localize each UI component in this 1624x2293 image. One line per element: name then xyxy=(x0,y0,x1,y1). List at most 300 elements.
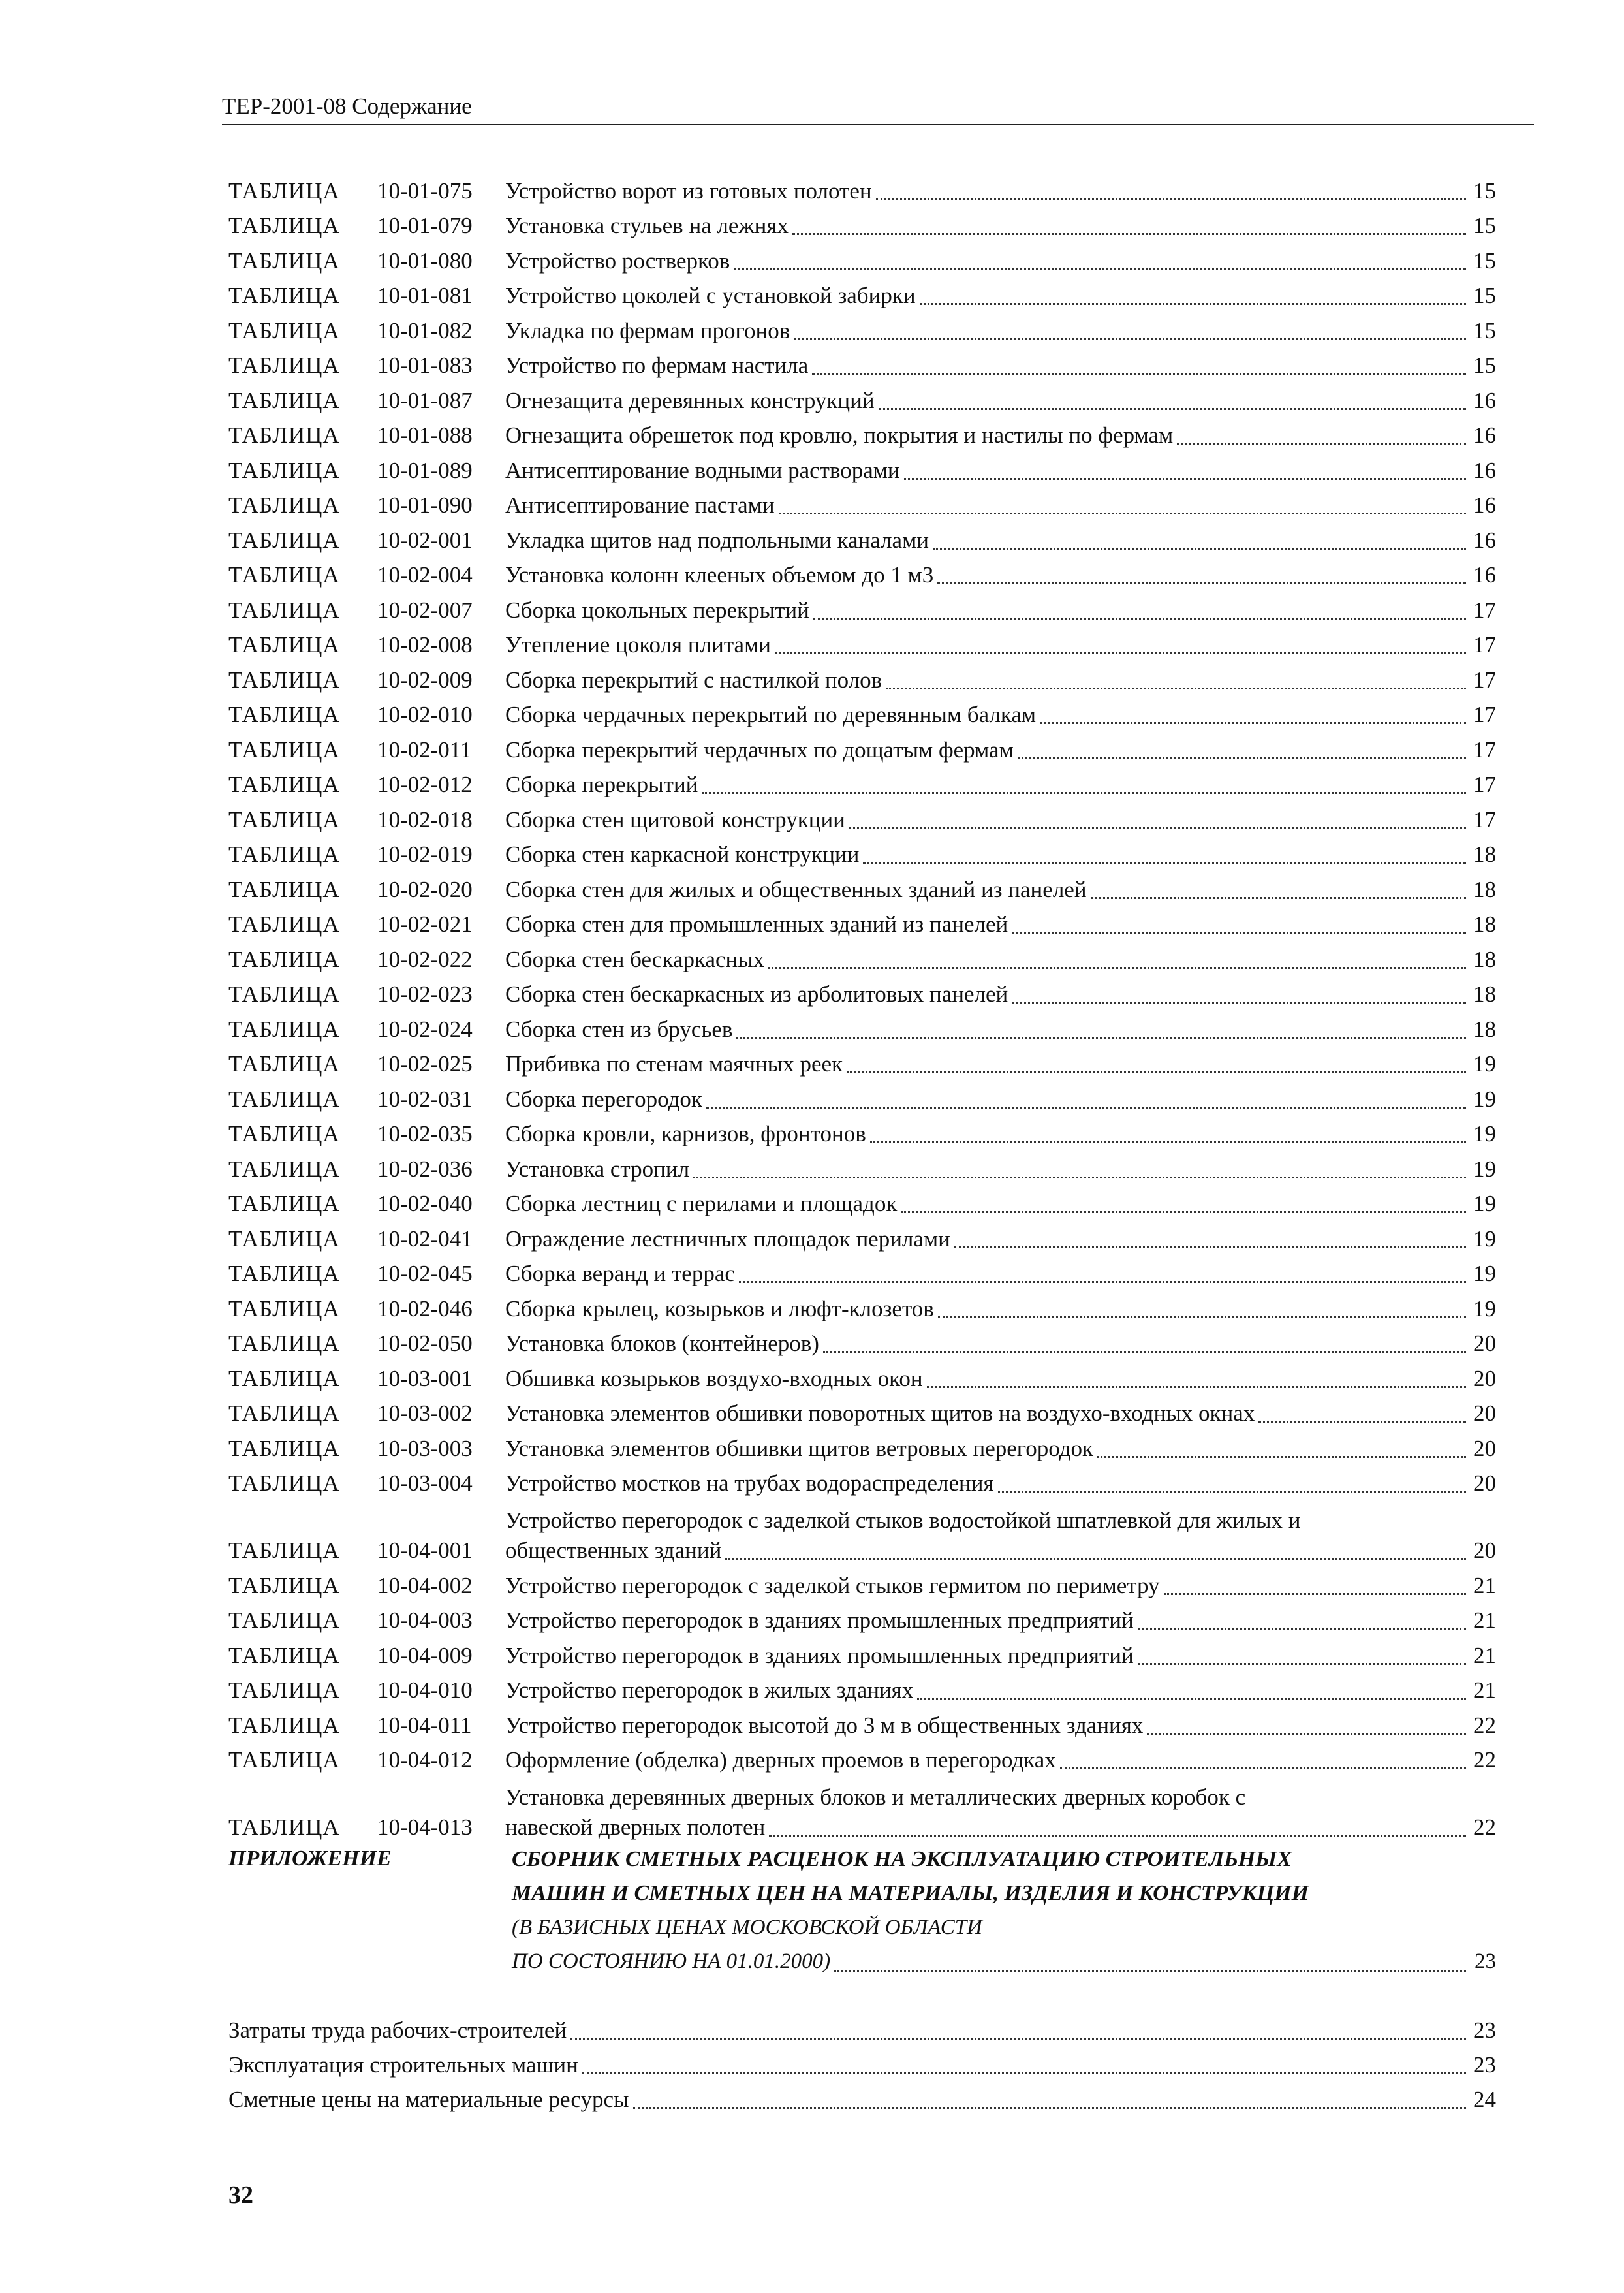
toc-page: 16 xyxy=(1473,422,1496,448)
toc-title: Установка колонн клееных объемом до 1 м3 xyxy=(505,562,934,588)
toc-code: 10-04-013 xyxy=(377,1814,473,1840)
toc-title-line xyxy=(505,1294,1496,1324)
toc-page: 15 xyxy=(1473,178,1496,204)
toc-code: 10-01-083 xyxy=(377,353,473,378)
toc-label: ТАБЛИЦА xyxy=(228,283,340,308)
toc-title-line xyxy=(505,490,1496,520)
toc-page: 15 xyxy=(1473,213,1496,238)
toc-row[interactable] xyxy=(228,1149,1496,1184)
toc-title: Сборка стен для промышленных зданий из панелей xyxy=(505,911,1008,937)
toc-title-line xyxy=(505,805,1496,835)
toc-page: 16 xyxy=(1473,562,1496,588)
toc-code: 10-02-035 xyxy=(377,1121,473,1146)
toc-row[interactable] xyxy=(228,975,1496,1010)
toc-title-line xyxy=(505,735,1496,765)
toc-title: Устройство перегородок в жилых зданиях xyxy=(505,1677,914,1703)
toc-code: 10-02-022 xyxy=(377,946,473,972)
toc-code: 10-02-020 xyxy=(377,876,473,902)
toc-entry-body xyxy=(505,909,1496,940)
toc-title: Сборка чердачных перекрытий по деревянным балкам xyxy=(505,702,1037,727)
dot-leader xyxy=(834,1970,1466,1972)
extra-title: Сметные цены на материальные ресурсы xyxy=(228,2087,629,2112)
toc-code: 10-01-090 xyxy=(377,492,473,518)
toc-code: 10-04-010 xyxy=(377,1677,473,1703)
toc-page: 17 xyxy=(1473,667,1496,693)
toc-row[interactable] xyxy=(228,1324,1496,1359)
toc-row[interactable] xyxy=(228,1184,1496,1220)
toc-title: Огнезащита обрешеток под кровлю, покрытия и настилы по фермам xyxy=(505,422,1174,448)
toc-label: ТАБЛИЦА xyxy=(228,1747,340,1773)
toc-page: 18 xyxy=(1473,1016,1496,1042)
dot-leader xyxy=(1177,442,1466,445)
toc-entry-body xyxy=(505,1745,1496,1775)
toc-entry-body xyxy=(505,1015,1496,1045)
toc-entry-body xyxy=(505,1605,1496,1636)
toc-row[interactable] xyxy=(228,276,1496,311)
toc-row[interactable] xyxy=(228,1705,1496,1741)
dot-leader xyxy=(1164,1592,1466,1595)
toc-page: 18 xyxy=(1473,946,1496,972)
dot-leader xyxy=(1012,931,1466,934)
toc-title-line xyxy=(505,211,1496,241)
toc-title-line xyxy=(505,665,1496,695)
toc-label: ТАБЛИЦА xyxy=(228,178,340,204)
toc-code: 10-02-045 xyxy=(377,1261,473,1286)
toc-title: Установка блоков (контейнеров) xyxy=(505,1331,819,1356)
dot-leader xyxy=(1091,896,1466,899)
dot-leader xyxy=(1138,1627,1466,1630)
toc-page: 17 xyxy=(1473,806,1496,832)
toc-page: 19 xyxy=(1473,1226,1496,1252)
toc-row[interactable] xyxy=(228,381,1496,416)
toc-title-line xyxy=(505,420,1496,451)
toc-row[interactable] xyxy=(228,1115,1496,1150)
toc-title-line xyxy=(505,1468,1496,1498)
toc-entry-body xyxy=(505,805,1496,835)
toc-title-line xyxy=(505,945,1496,975)
toc-title: Укладка по фермам прогонов xyxy=(505,317,790,343)
extra-title: Затраты труда рабочих-строителей xyxy=(228,2017,567,2043)
toc-row[interactable] xyxy=(228,241,1496,276)
toc-title-line xyxy=(505,595,1496,625)
toc-row[interactable] xyxy=(228,730,1496,765)
toc-title: Антисептирование пастами xyxy=(505,492,775,518)
toc-title-line xyxy=(505,1536,1496,1566)
toc-label: ТАБЛИЦА xyxy=(228,667,340,693)
toc-page: 19 xyxy=(1473,1051,1496,1077)
toc-code: 10-04-012 xyxy=(377,1747,473,1773)
dot-leader xyxy=(920,302,1466,305)
toc-title: Прибивка по стенам маячных реек xyxy=(505,1051,843,1077)
extra-entry[interactable] xyxy=(228,2011,1496,2046)
toc-entry-body xyxy=(505,176,1496,206)
toc-entry-body xyxy=(505,665,1496,695)
toc-entry-body xyxy=(505,246,1496,276)
toc-title: Установка элементов обшивки щитов ветровых перегородок xyxy=(505,1435,1094,1461)
toc-page: 21 xyxy=(1473,1642,1496,1668)
toc-label: ТАБЛИЦА xyxy=(228,1607,340,1633)
toc-code: 10-02-012 xyxy=(377,772,473,797)
toc-page: 16 xyxy=(1473,527,1496,553)
toc-page: 18 xyxy=(1473,911,1496,937)
toc-label: ТАБЛИЦА xyxy=(228,772,340,797)
toc-entry-body xyxy=(505,490,1496,520)
toc-title-line xyxy=(505,1364,1496,1394)
toc-code: 10-02-041 xyxy=(377,1226,473,1252)
dot-leader xyxy=(938,1316,1466,1318)
extra-page: 24 xyxy=(1473,2087,1496,2112)
dot-leader xyxy=(706,1106,1466,1109)
toc-entry-body xyxy=(505,1189,1496,1219)
toc-row[interactable] xyxy=(228,311,1496,346)
dot-leader xyxy=(863,861,1466,864)
dot-leader xyxy=(886,687,1466,689)
toc-title: Устройство перегородок в зданиях промышленных предприятий xyxy=(505,1607,1134,1633)
toc-page: 20 xyxy=(1473,1470,1496,1496)
toc-page: 17 xyxy=(1473,597,1496,623)
toc-page: 20 xyxy=(1473,1365,1496,1391)
toc-code: 10-02-011 xyxy=(377,736,472,763)
toc-title: Сборка стен каркасной конструкции xyxy=(505,842,860,867)
toc-title-line xyxy=(505,875,1496,905)
appendix-body[interactable] xyxy=(505,1842,1496,1978)
toc-entry-body xyxy=(505,1571,1496,1601)
toc-title-line xyxy=(505,700,1496,730)
toc-page: 19 xyxy=(1473,1156,1496,1182)
toc-row[interactable] xyxy=(228,1775,1496,1842)
toc-title-line xyxy=(505,1224,1496,1254)
toc-row[interactable] xyxy=(228,660,1496,695)
toc-title-line xyxy=(505,1119,1496,1149)
toc-entry-body xyxy=(505,1294,1496,1324)
toc-row[interactable] xyxy=(228,835,1496,870)
toc-title: Сборка перекрытий чердачных по дощатым фермам xyxy=(505,736,1014,763)
toc-page: 21 xyxy=(1473,1572,1496,1598)
toc-title-line xyxy=(505,1329,1496,1359)
toc-entry-body xyxy=(505,456,1496,486)
dot-leader xyxy=(1147,1732,1466,1735)
dot-leader xyxy=(1040,721,1466,724)
toc-entry-body xyxy=(505,1224,1496,1254)
toc-page: 16 xyxy=(1473,492,1496,518)
toc-title-line xyxy=(505,840,1496,870)
toc-row[interactable] xyxy=(228,1636,1496,1671)
toc-row[interactable] xyxy=(228,206,1496,242)
dot-leader xyxy=(847,1071,1466,1073)
toc-row[interactable] xyxy=(228,1289,1496,1324)
toc-row[interactable] xyxy=(228,1045,1496,1080)
toc-label: ТАБЛИЦА xyxy=(228,1086,340,1112)
toc-entry-body xyxy=(505,1675,1496,1705)
toc-title: Сборка стен бескаркасных xyxy=(505,946,765,972)
dot-leader xyxy=(823,1350,1466,1353)
toc-page: 21 xyxy=(1473,1677,1496,1703)
toc-entry-body xyxy=(505,1084,1496,1115)
toc-code: 10-01-081 xyxy=(377,283,473,308)
dot-leader xyxy=(792,232,1466,235)
toc-title: Антисептирование водными растворами xyxy=(505,457,900,483)
appendix-subtitle-text: ПО СОСТОЯНИЮ НА 01.01.2000) xyxy=(512,1950,831,1973)
toc-page: 17 xyxy=(1473,772,1496,797)
toc-row[interactable] xyxy=(228,1741,1496,1776)
toc-title-line xyxy=(505,351,1496,381)
toc-title: Сборка стен щитовой конструкции xyxy=(505,806,845,832)
toc-entry-body xyxy=(505,211,1496,241)
toc-row[interactable] xyxy=(228,1079,1496,1115)
dot-leader xyxy=(779,512,1466,514)
toc-code: 10-02-023 xyxy=(377,981,473,1007)
toc-row[interactable] xyxy=(228,695,1496,731)
toc-label: ТАБЛИЦА xyxy=(228,1677,340,1703)
toc-entry-body xyxy=(505,1329,1496,1359)
dot-leader xyxy=(725,1557,1466,1560)
dot-leader xyxy=(879,407,1466,410)
toc-label: ТАБЛИЦА xyxy=(228,1051,340,1077)
toc-row[interactable] xyxy=(228,1359,1496,1394)
toc-entry-body xyxy=(505,1506,1496,1566)
toc-page: 19 xyxy=(1473,1261,1496,1286)
toc-label: ТАБЛИЦА xyxy=(228,597,340,623)
dot-leader xyxy=(904,477,1466,480)
toc-title: навеской дверных полотен xyxy=(505,1814,766,1840)
extra-page: 23 xyxy=(1473,2052,1496,2078)
toc-title-line xyxy=(505,316,1496,346)
toc-label: ТАБЛИЦА xyxy=(228,876,340,902)
toc-row[interactable] xyxy=(228,520,1496,556)
toc-title: Сборка стен для жилых и общественных зданий из панелей xyxy=(505,876,1087,902)
toc-entry-body xyxy=(505,386,1496,416)
toc-entry-body xyxy=(505,1364,1496,1394)
toc-title: Устройство перегородок с заделкой стыков гермитом по периметру xyxy=(505,1572,1160,1598)
toc-entry-body xyxy=(505,945,1496,975)
toc-label: ТАБЛИЦА xyxy=(228,1814,340,1840)
toc-entry-body xyxy=(505,630,1496,660)
toc-page: 19 xyxy=(1473,1121,1496,1146)
toc-title: Сборка крылец, козырьков и люфт-клозетов xyxy=(505,1295,934,1321)
toc-label: ТАБЛИЦА xyxy=(228,213,340,238)
toc-row[interactable] xyxy=(228,1671,1496,1706)
toc-title-line xyxy=(505,560,1496,590)
toc-title-line-1: Установка деревянных дверных блоков и металлических дверных коробок с xyxy=(505,1784,1246,1810)
toc-row[interactable] xyxy=(228,486,1496,521)
toc-row[interactable] xyxy=(228,1498,1496,1566)
toc-title: Устройство перегородок в зданиях промышленных предприятий xyxy=(505,1642,1134,1668)
dot-leader xyxy=(937,582,1466,584)
toc-row[interactable] xyxy=(228,940,1496,975)
toc-entry-body xyxy=(505,1434,1496,1464)
toc-title: Огнезащита деревянных конструкций xyxy=(505,387,875,413)
toc-title-line xyxy=(505,1571,1496,1601)
toc-entry-body xyxy=(505,770,1496,800)
dot-leader xyxy=(794,338,1466,340)
dot-leader xyxy=(1060,1767,1466,1769)
toc-label: ТАБЛИЦА xyxy=(228,1331,340,1356)
dot-leader xyxy=(1018,757,1466,759)
appendix-section xyxy=(228,1842,1496,1978)
toc-page: 19 xyxy=(1473,1295,1496,1321)
toc-row[interactable] xyxy=(228,1566,1496,1601)
toc-row[interactable] xyxy=(228,346,1496,381)
toc-page: 15 xyxy=(1473,353,1496,378)
toc-title: Сборка перекрытий с настилкой полов xyxy=(505,667,882,693)
toc-row[interactable] xyxy=(228,1254,1496,1289)
toc-code: 10-04-011 xyxy=(377,1712,472,1738)
toc-code: 10-02-009 xyxy=(377,667,473,693)
toc-row[interactable] xyxy=(228,1009,1496,1045)
toc-label: ТАБЛИЦА xyxy=(228,562,340,588)
toc-title: Сборка лестниц с перилами и площадок xyxy=(505,1191,898,1216)
toc-label: ТАБЛИЦА xyxy=(228,1538,340,1563)
toc-row[interactable] xyxy=(228,1464,1496,1499)
dot-leader xyxy=(1012,1001,1466,1004)
toc-row[interactable] xyxy=(228,800,1496,835)
toc-code: 10-01-075 xyxy=(377,178,473,204)
toc-row[interactable] xyxy=(228,905,1496,940)
toc-title-line xyxy=(505,1675,1496,1705)
toc-entry-body xyxy=(505,735,1496,765)
dot-leader xyxy=(1097,1455,1466,1458)
dot-leader xyxy=(876,198,1466,200)
toc-title: Установка стропил xyxy=(505,1156,690,1182)
extra-page: 23 xyxy=(1473,2017,1496,2043)
toc-entry-body xyxy=(505,1154,1496,1184)
toc-title-line xyxy=(505,1084,1496,1115)
dot-leader xyxy=(775,652,1466,654)
toc-title: Установка стульев на лежнях xyxy=(505,213,789,238)
toc-title-line xyxy=(505,1259,1496,1289)
toc-entry-body xyxy=(505,316,1496,346)
dot-leader xyxy=(813,617,1466,620)
toc-row[interactable] xyxy=(228,416,1496,451)
dot-leader xyxy=(1138,1662,1466,1665)
toc-label: ТАБЛИЦА xyxy=(228,422,340,448)
toc-label: ТАБЛИЦА xyxy=(228,317,340,343)
dot-leader xyxy=(917,1697,1466,1700)
toc-entry-body xyxy=(505,1119,1496,1149)
toc-title-line xyxy=(505,246,1496,276)
toc-code: 10-02-008 xyxy=(377,632,473,657)
toc-title: Сборка перегородок xyxy=(505,1086,702,1112)
extra-entry[interactable] xyxy=(228,2080,1496,2115)
toc-title-line xyxy=(505,456,1496,486)
appendix-title-line-2: МАШИН И СМЕТНЫХ ЦЕН НА МАТЕРИАЛЫ, ИЗДЕЛИЯ И КОНСТРУКЦИИ xyxy=(512,1881,1309,1905)
toc-label: ТАБЛИЦА xyxy=(228,247,340,274)
toc-label: ТАБЛИЦА xyxy=(228,1470,340,1496)
toc-label: ТАБЛИЦА xyxy=(228,702,340,727)
toc-title-line xyxy=(505,176,1496,206)
toc-title-line xyxy=(505,281,1496,311)
toc-entry-body xyxy=(505,700,1496,730)
toc-code: 10-01-080 xyxy=(377,247,473,274)
toc-row[interactable] xyxy=(228,1601,1496,1636)
toc-code: 10-04-001 xyxy=(377,1538,473,1563)
toc-label: ТАБЛИЦА xyxy=(228,736,340,763)
toc-title: Укладка щитов над подпольными каналами xyxy=(505,527,929,553)
appendix-label: ПРИЛОЖЕНИЕ xyxy=(228,1846,392,1871)
toc-row[interactable] xyxy=(228,451,1496,486)
toc-code: 10-02-018 xyxy=(377,806,473,832)
toc-title-line xyxy=(505,1399,1496,1429)
toc-entry-body xyxy=(505,1711,1496,1741)
toc-label: ТАБЛИЦА xyxy=(228,1261,340,1286)
toc-title-line xyxy=(505,1049,1496,1079)
toc-label: ТАБЛИЦА xyxy=(228,527,340,553)
toc-code: 10-02-040 xyxy=(377,1191,473,1216)
toc-row[interactable] xyxy=(228,171,1496,206)
toc-row[interactable] xyxy=(228,625,1496,661)
toc-code: 10-03-002 xyxy=(377,1400,473,1426)
toc-label: ТАБЛИЦА xyxy=(228,1226,340,1252)
toc-row[interactable] xyxy=(228,765,1496,800)
toc-page: 19 xyxy=(1473,1191,1496,1216)
dot-leader xyxy=(769,1834,1466,1837)
toc-label: ТАБЛИЦА xyxy=(228,353,340,378)
toc-code: 10-04-002 xyxy=(377,1572,473,1598)
toc-title-line xyxy=(505,1641,1496,1671)
toc-code: 10-02-050 xyxy=(377,1331,473,1356)
dot-leader xyxy=(1258,1420,1466,1423)
toc-title-line xyxy=(505,979,1496,1009)
toc-code: 10-02-024 xyxy=(377,1016,473,1042)
dot-leader xyxy=(933,547,1466,550)
toc-row[interactable] xyxy=(228,556,1496,591)
toc-label: ТАБЛИЦА xyxy=(228,387,340,413)
toc-label: ТАБЛИЦА xyxy=(228,1365,340,1391)
toc-code: 10-02-010 xyxy=(377,702,473,727)
toc-page: 18 xyxy=(1473,876,1496,902)
toc-code: 10-02-001 xyxy=(377,527,473,553)
toc-row[interactable] xyxy=(228,870,1496,905)
toc-title: Сборка стен бескаркасных из арболитовых панелей xyxy=(505,981,1008,1007)
toc-row[interactable] xyxy=(228,590,1496,625)
dot-leader xyxy=(693,1176,1466,1178)
toc-entry-body xyxy=(505,1641,1496,1671)
toc-label: ТАБЛИЦА xyxy=(228,1156,340,1182)
toc-label: ТАБЛИЦА xyxy=(228,1712,340,1738)
dot-leader xyxy=(633,2106,1466,2109)
toc-entry-body xyxy=(505,979,1496,1009)
toc-row[interactable] xyxy=(228,1219,1496,1254)
toc-row[interactable] xyxy=(228,1429,1496,1464)
toc-row[interactable] xyxy=(228,1394,1496,1429)
toc-label: ТАБЛИЦА xyxy=(228,842,340,867)
toc-entry-body xyxy=(505,281,1496,311)
dot-leader xyxy=(739,1280,1466,1283)
toc-page: 18 xyxy=(1473,981,1496,1007)
toc-code: 10-01-087 xyxy=(377,387,473,413)
toc-page: 19 xyxy=(1473,1086,1496,1112)
toc-title: общественных зданий xyxy=(505,1538,722,1563)
dot-leader xyxy=(812,372,1466,375)
dot-leader xyxy=(998,1490,1466,1493)
toc-entry-body xyxy=(505,351,1496,381)
extra-entry[interactable] xyxy=(228,2046,1496,2080)
toc-page: 20 xyxy=(1473,1400,1496,1426)
page-header xyxy=(222,91,1534,125)
toc-title-line xyxy=(505,1434,1496,1464)
toc-page: 17 xyxy=(1473,702,1496,727)
toc-page: 22 xyxy=(1473,1814,1496,1840)
toc-code: 10-02-007 xyxy=(377,597,473,623)
toc-label: ТАБЛИЦА xyxy=(228,1191,340,1216)
toc-code: 10-02-036 xyxy=(377,1156,473,1182)
toc-label: ТАБЛИЦА xyxy=(228,457,340,483)
toc-code: 10-02-021 xyxy=(377,911,473,937)
dot-leader xyxy=(736,1036,1466,1039)
toc-title: Сборка перекрытий xyxy=(505,772,698,797)
toc-label: ТАБЛИЦА xyxy=(228,1400,340,1426)
toc-label: ТАБЛИЦА xyxy=(228,632,340,657)
